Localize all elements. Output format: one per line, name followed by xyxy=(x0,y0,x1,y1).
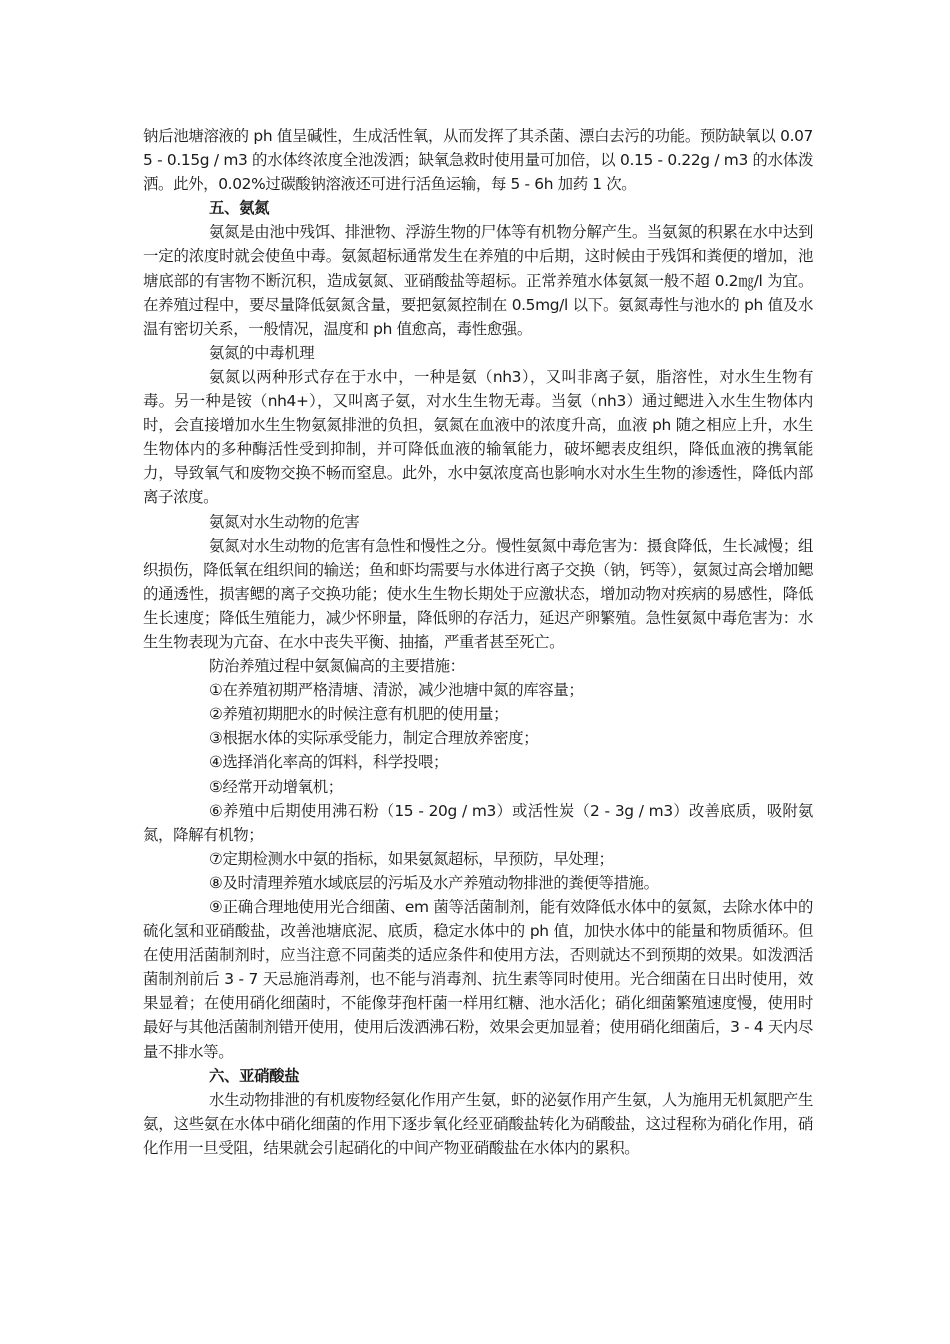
paragraph-ammonia-intro: 氨氮是由池中残饵、排泄物、浮游生物的尸体等有机物分解产生。当氨氮的积累在水中达到一定的浓度时就会使鱼中毒。氨氮超标通常发生在养殖的中后期，这时候由于残饵和粪便的增加，池塘底部的有害物不断沉积，造成氨氮、亚硝酸盐等超标。正常养殖水体氨氮一般不超 0.2㎎/l 为宜。在养殖过程中，要尽量降低氨氮含量，要把氨氮控制在 0.5mg/l 以下。氨氮毒性与池水的 ph 值及水温有密切关系，一般情况，温度和 ph 值愈高，毒性愈强。 xyxy=(143,223,813,338)
list-item: ③根据水体的实际承受能力，制定合理放养密度； xyxy=(209,729,539,748)
subheading-harm: 氨氮对水生动物的危害 xyxy=(209,512,360,531)
list-item: ⑧及时清理养殖水域底层的污垢及水产养殖动物排泄的粪便等措施。 xyxy=(209,873,659,892)
list-item: ⑥养殖中后期使用沸石粉（15 - 20g / m3）或活性炭（2 - 3g / m3）改善底质，吸附氨氮，降解有机物； xyxy=(143,801,813,844)
subheading-poisoning-mechanism: 氨氮的中毒机理 xyxy=(209,343,315,362)
subheading-measures: 防治养殖过程中氨氮偏高的主要措施： xyxy=(209,657,465,676)
list-item: ①在养殖初期严格清塘、清淤，减少池塘中氮的库容量； xyxy=(209,681,584,700)
list-item: ⑨正确合理地使用光合细菌、em 菌等活菌制剂，能有效降低水体中的氨氮，去除水体中的硫化氢和亚硝酸盐，改善池塘底泥、底质，稳定水体中的 ph 值，加快水体中的能量和物质循环。但在使用活菌制剂时，应当注意不同菌类的适应条件和使用方法，否则就达不到预期的效果。如泼洒活菌制剂前后 3 - 7 天忌施消毒剂，也不能与消毒剂、抗生素等同时使用。光合细菌在日出时使用，效果显着；在使用硝化细菌时，不能像芽孢杆菌一样用红糖、池水活化；硝化细菌繁殖速度慢，使用时最好与其他活菌制剂错开使用，使用后泼洒沸石粉，效果会更加显着；使用硝化细菌后，3 - 4 天内尽量不排水等。 xyxy=(143,898,813,1061)
list-item: ⑤经常开动增氧机； xyxy=(209,777,343,796)
document-page xyxy=(143,124,813,1160)
paragraph-harm: 氨氮对水生动物的危害有急性和慢性之分。慢性氨氮中毒危害为：摄食降低，生长减慢；组织损伤，降低氧在组织间的输送；鱼和虾均需要与水体进行离子交换（钠，钙等），氨氮过高会增加鳃的通透性，损害鳃的离子交换功能；使水生生物长期处于应激状态，增加动物对疾病的易感性，降低生长速度；降低生殖能力，减少怀卵量，降低卵的存活力，延迟产卵繁殖。急性氨氮中毒危害为：水生生物表现为亢奋、在水中丧失平衡、抽搐，严重者甚至死亡。 xyxy=(143,536,813,651)
section-heading-ammonia: 五、氨氮 xyxy=(209,199,270,218)
paragraph-nitrite-intro: 水生动物排泄的有机废物经氨化作用产生氨，虾的泌氨作用产生氨，人为施用无机氮肥产生氨，这些氨在水体中硝化细菌的作用下逐步氧化经亚硝酸盐转化为硝酸盐，这过程称为硝化作用，硝化作用一旦受阻，结果就会引起硝化的中间产物亚硝酸盐在水体内的累积。 xyxy=(143,1090,813,1157)
section-heading-nitrite: 六、亚硝酸盐 xyxy=(209,1066,300,1085)
list-item: ④选择消化率高的饵料，科学投喂； xyxy=(209,753,449,772)
list-item: ⑦定期检测水中氨的指标，如果氨氮超标，早预防，早处理； xyxy=(209,849,614,868)
list-item: ②养殖初期肥水的时候注意有机肥的使用量； xyxy=(209,705,509,724)
paragraph-poisoning-mechanism: 氨氮以两种形式存在于水中，一种是氨（nh3），又叫非离子氨，脂溶性，对水生生物有毒。另一种是铵（nh4+），又叫离子氨，对水生生物无毒。当氨（nh3）通过鳃进入水生生物体内时，会直接增加水生生物氨氮排泄的负担，氨氮在血液中的浓度升高，血液 ph 随之相应上升，水生生物体内的多种酶活性受到抑制，并可降低血液的输氧能力，破坏鳃表皮组织，降低血液的携氧能力，导致氧气和废物交换不畅而窒息。此外，水中氨浓度高也影响水对水生生物的渗透性，降低内部离子浓度。 xyxy=(143,367,813,507)
paragraph-continuation: 钠后池塘溶液的 ph 值呈碱性，生成活性氧，从而发挥了其杀菌、漂白去污的功能。预防缺氧以 0.075 - 0.15g / m3 的水体终浓度全池泼洒；缺氧急救时使用量可加倍，以 0.15 - 0.22g / m3 的水体泼洒。此外，0.02%过碳酸钠溶液还可进行活鱼运输，每 5 - 6h 加药 1 次。 xyxy=(143,127,813,194)
